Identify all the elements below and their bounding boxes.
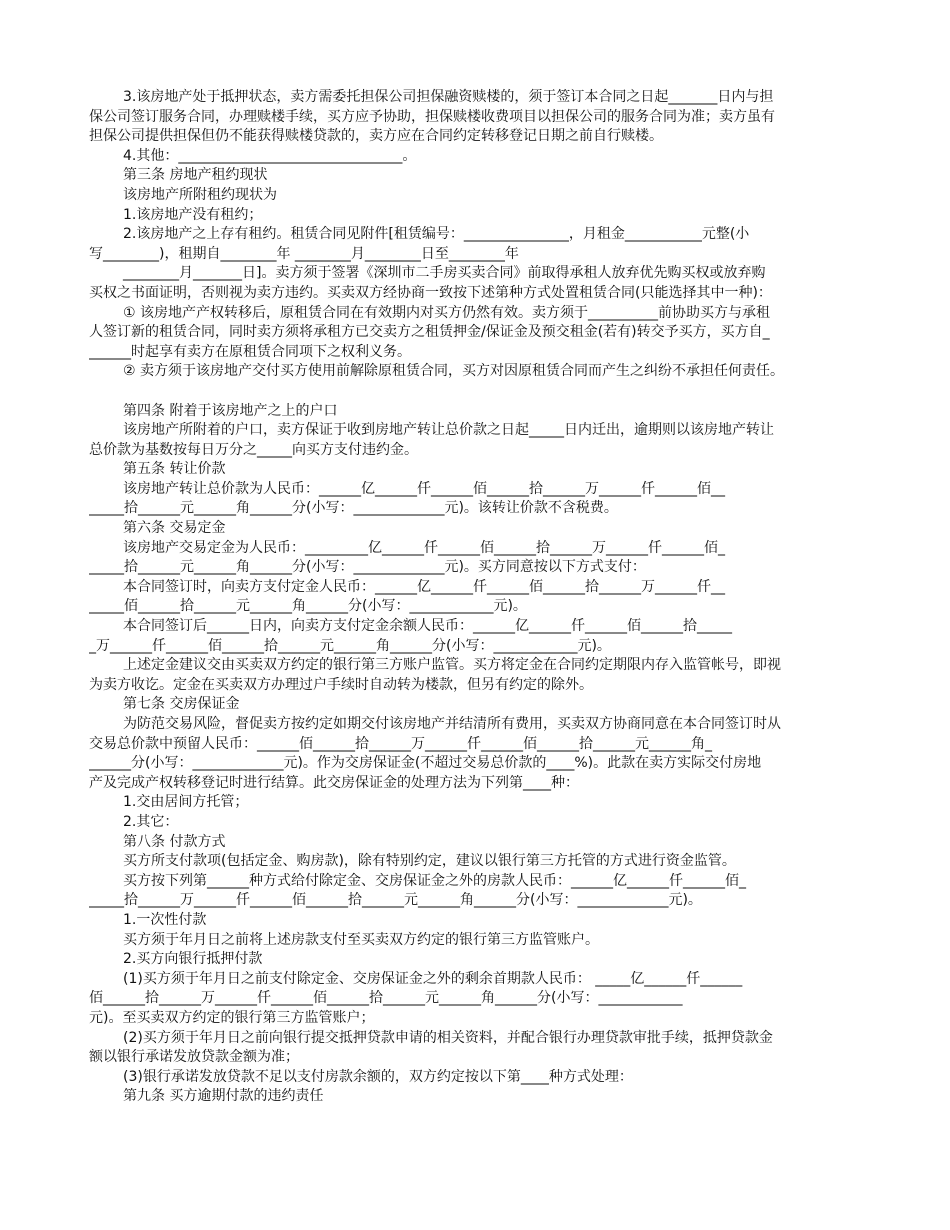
document-text-line: (1)买方须于年月日之前支付除定金、交房保证金之外的剩余首期款人民币： _____亿______仟______	[123, 970, 743, 987]
document-text-line: 上述定金建议交由买卖双方约定的银行第三方账户监管。买方将定金在合同约定期限内存入监管帐号，即视	[123, 657, 781, 674]
document-text-line: 第四条 附着于该房地产之上的户口	[123, 402, 338, 419]
document-text-line: ________月_______日]。卖方须于签署《深圳市二手房买卖合同》前取得承租人放弃优先购买权或放弃购	[123, 265, 766, 282]
document-text-line: 2.其它：	[123, 813, 179, 830]
document-text-line: 买权之书面证明，否则视为卖方违约。买卖双方经协商一致按下述第种方式处置租赁合同(只能选择其中一种)：	[89, 284, 772, 301]
document-text-line: _____拾______元______角______分(小写：_____________元)。买方同意按以下方式支付：	[89, 559, 646, 576]
document-text-line: 买方所支付款项(包括定金、购房款)，除有特别约定，建议以银行第三方托管的方式进行资金监管。	[123, 853, 736, 870]
document-text-line: 产及完成产权转移登记时进行结算。此交房保证金的处理方法为下列第____种：	[89, 774, 579, 791]
document-text-line: 2.该房地产之上存有租约。租赁合同见附件[租赁编号：_______________，月租金___________元整(小	[123, 226, 750, 243]
document-text-line: 该房地产交易定金为人民币：_________亿______仟______佰______拾______万______仟______佰_	[123, 539, 725, 556]
document-text-line: _万______仟______佰______拾______元______角______分(小写：____________元)。	[89, 637, 611, 654]
blank-line	[89, 382, 861, 402]
document-text-line: 第六条 交易定金	[123, 520, 226, 537]
document-text-line: ______时起享有卖方在原租赁合同项下之权利义务。	[89, 343, 411, 360]
document-text-line: 佰______拾______万______仟______佰______拾______元______角______分(小写：____________	[89, 990, 683, 1007]
document-text-line: 第五条 转让价款	[123, 461, 226, 478]
document-text-line: 人签订新的租赁合同，同时卖方须将承租方已交卖方之租赁押金/保证金及预交租金(若有)转交予买方，买方自_	[89, 324, 770, 341]
document-text-line: 交易总价款中预留人民币：______佰______拾______万______仟______佰______拾______元______角_	[89, 735, 712, 752]
document-text-line: _____佰______拾______元______角______分(小写：____________元)。	[89, 598, 527, 615]
document-text-line: 元)。至买卖双方约定的银行第三方监管账户；	[89, 1009, 375, 1026]
document-text-line: 第七条 交房保证金	[123, 696, 240, 713]
document-text-line: 3.该房地产处于抵押状态，卖方需委托担保公司担保融资赎楼的，须于签订本合同之日起_______日内与担	[123, 89, 774, 105]
document-text-line: _____拾______万______仟______佰______拾______元______角______分(小写：_____________元)。	[89, 892, 702, 909]
document-text-line: 额以银行承诺发放贷款金额为准；	[89, 1049, 299, 1066]
document-text-line: 买方须于年月日之前将上述房款支付至买卖双方约定的银行第三方监管账户。	[123, 931, 599, 948]
document-text-line: 第九条 买方逾期付款的违约责任	[123, 1088, 324, 1105]
document-text-line: (3)银行承诺发放贷款不足以支付房款余额的，双方约定按以下第____种方式处理：	[123, 1068, 633, 1085]
contract-page	[89, 88, 861, 1107]
document-text-line: 写________)，租期自________年 ________月________日至________年	[89, 245, 519, 262]
document-text-line: 本合同签订时，向卖方支付定金人民币：______亿______仟______佰______拾______万______仟__	[123, 578, 725, 595]
document-text-line: 保公司签订服务合同，办理赎楼手续，买方应予协助，担保赎楼收费项目以担保公司的服务合同为准；卖方虽有	[89, 108, 775, 125]
document-text-line: 1.交由居间方托管；	[123, 794, 249, 811]
document-text-line: 本合同签订后______日内，向卖方支付定金余额人民币：______亿______仟______佰______拾_____	[123, 618, 732, 635]
document-text-line: 第八条 付款方式	[123, 833, 226, 850]
document-text-line: 第三条 房地产租约现状	[123, 167, 268, 184]
document-text-line: 担保公司提供担保但仍不能获得赎楼贷款的，卖方应在合同约定转移登记日期之前自行赎楼。	[89, 128, 663, 145]
document-text-line: 该房地产所附租约现状为	[123, 186, 277, 203]
document-text-line: 该房地产转让总价款为人民币：______亿______仟______佰______拾______万______仟______佰__	[123, 480, 725, 497]
document-text-line: 为卖方收讫。定金在买卖双方办理过户手续时自动转为楼款，但另有约定的除外。	[89, 676, 593, 693]
document-text-line: 该房地产所附着的户口，卖方保证于收到房地产转让总价款之日起_____日内迁出，逾期则以该房地产转让	[123, 422, 774, 439]
document-text-line: 总价款为基数按每日万分之_____向买方支付违约金。	[89, 441, 418, 458]
document-text-line: (2)买方须于年月日之前向银行提交抵押贷款申请的相关资料，并配合银行办理贷款审批手续，抵押贷款金	[123, 1029, 773, 1046]
document-text-line: 为防范交易风险，督促卖方按约定如期交付该房地产并结清所有费用，买卖双方协商同意在本合同签订时从	[123, 716, 781, 732]
document-text-line: 4.其他：________________________________。	[123, 147, 417, 164]
document-text-line: _____拾______元______角______分(小写：_____________元)。该转让价款不含税费。	[89, 500, 618, 517]
document-text-line: ______分(小写：_____________元)。作为交房保证金(不超过交易总价款的____%)。此款在卖方实际交付房地	[89, 755, 762, 772]
document-text-line: 买方按下列第______种方式给付除定金、交房保证金之外的房款人民币：______亿______仟______佰_	[123, 872, 746, 889]
document-text-line: ② 卖方须于该房地产交付买方使用前解除原租赁合同，买方对因原租赁合同而产生之纠纷不承担任何责任。	[123, 363, 784, 380]
document-text-line: 2.买方向银行抵押付款	[123, 951, 263, 968]
document-text-line: ① 该房地产产权转移后，原租赁合同在有效期内对买方仍然有效。卖方须于__________前协助买方与承租	[123, 304, 770, 321]
document-text-line: 1.一次性付款	[123, 911, 207, 928]
document-text-line: 1.该房地产没有租约；	[123, 206, 263, 223]
